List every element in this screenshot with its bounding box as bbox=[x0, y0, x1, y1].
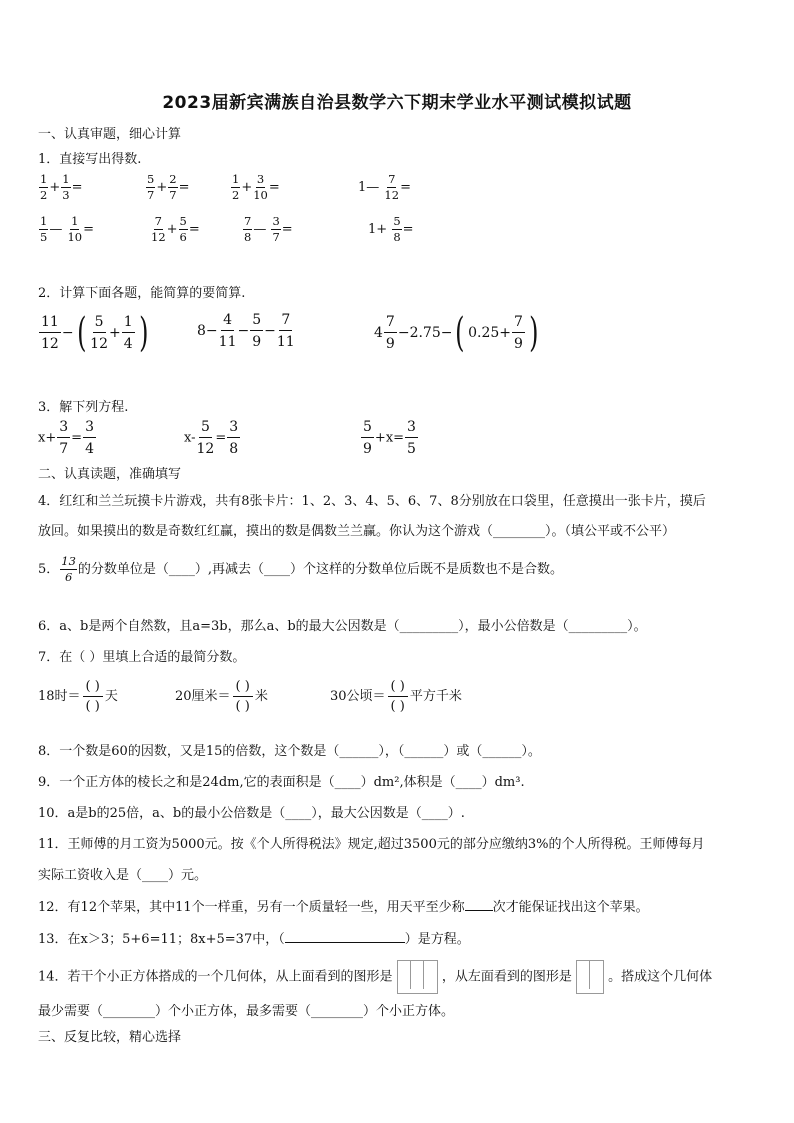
question-8: 8．一个数是60的因数，又是15的倍数，这个数是（______），（______）或（______）。 bbox=[38, 744, 541, 759]
q1-item-2: $\frac{5}{7}$ + $\frac{2}{7}$ = bbox=[147, 172, 190, 202]
q1-item-3: $\frac{1}{2}$ + $\frac{3}{10}$ = bbox=[232, 172, 280, 202]
q7-part-2: 20厘米＝ $\frac{( )}{( )}$ 米 bbox=[175, 679, 268, 714]
question-11-line-2: 实际工资收入是（____）元。 bbox=[38, 868, 208, 883]
question-9: 9．一个正方体的棱长之和是24dm,它的表面积是（____）dm²,体积是（____）dm³. bbox=[38, 775, 525, 790]
question-12: 12．有12个苹果，其中11个一样重，另有一个质量轻一些，用天平至少称 次才能保证找出这个苹果。 bbox=[38, 900, 649, 915]
q7-part-3: 30公顷＝ $\frac{( )}{( )}$ 平方千米 bbox=[330, 679, 462, 714]
q2-expression-1: $\frac{11}{12}$ − ( $\frac{5}{12}$ + $\frac{1}{4}$ ) bbox=[41, 310, 149, 356]
question-3-label: 3．解下列方程. bbox=[38, 400, 129, 415]
question-10: 10．a是b的25倍，a、b的最小公倍数是（____），最大公因数是（____）. bbox=[38, 806, 465, 821]
q1-item-1: $\frac{1}{2}$ + $\frac{1}{3}$ = bbox=[40, 172, 83, 202]
question-13: 13．在x＞3；5+6=11；8x+5=37中，（ ）是方程。 bbox=[38, 932, 470, 947]
question-14-line-1: 14．若干个小正方体搭成的一个几何体，从上面看到的图形是 ，从左面看到的图形是 。搭成这个几何体 bbox=[38, 960, 712, 994]
q2-expression-2: 8 − $\frac{4}{11}$ − $\frac{5}{9}$ − $\frac{7}{11}$ bbox=[197, 312, 295, 350]
question-14-line-2: 最少需要（________）个小正方体，最多需要（________）个小正方体。 bbox=[38, 1004, 455, 1019]
q3-equation-1: x+ $\frac{3}{7}$ = $\frac{3}{4}$ bbox=[38, 419, 94, 457]
section-heading-1: 一、认真审题，细心计算 bbox=[38, 127, 182, 142]
q3-equation-3: $\frac{5}{9}$ +x= $\frac{3}{5}$ bbox=[363, 419, 416, 457]
question-5: 5． $\frac{13}{6}$ 的分数单位是（____）,再减去（____）个这样的分数单位后既不是质数也不是合数。 bbox=[38, 554, 564, 584]
q1-item-5: $\frac{1}{5}$ — $\frac{1}{10}$ = bbox=[40, 214, 95, 244]
answer-blank bbox=[465, 898, 493, 911]
q1-item-4: 1— $\frac{7}{12}$ = bbox=[358, 172, 411, 202]
q1-item-8: 1+ $\frac{5}{8}$ = bbox=[368, 214, 414, 244]
q7-part-1: 18时＝ $\frac{( )}{( )}$ 天 bbox=[38, 679, 118, 714]
section-heading-2: 二、认真读题，准确填写 bbox=[38, 467, 182, 482]
question-6: 6．a、b是两个自然数，且a=3b，那么a、b的最大公因数是（_________），最小公倍数是（_________）。 bbox=[38, 619, 647, 634]
page-title: 2023届新宾满族自治县数学六下期末学业水平测试模拟试题 bbox=[162, 93, 632, 113]
question-11-line-1: 11．王师傅的月工资为5000元。按《个人所得税法》规定,超过3500元的部分应缴纳3%的个人所得税。王师傅每月 bbox=[38, 837, 705, 852]
top-view-figure bbox=[397, 960, 438, 994]
left-view-figure bbox=[576, 960, 604, 994]
question-2-label: 2．计算下面各题，能简算的要简算. bbox=[38, 286, 246, 301]
question-4-line-1: 4．红红和兰兰玩摸卡片游戏，共有8张卡片：1、2、3、4、5、6、7、8分别放在口袋里，任意摸出一张卡片，摸后 bbox=[38, 494, 706, 509]
q1-item-6: $\frac{7}{12}$ + $\frac{5}{6}$ = bbox=[151, 214, 200, 244]
section-heading-3: 三、反复比较，精心选择 bbox=[38, 1030, 182, 1045]
question-4-line-2: 放回。如果摸出的数是奇数红红赢，摸出的数是偶数兰兰赢。你认为这个游戏（________）。（填公平或不公平） bbox=[38, 524, 676, 539]
q3-equation-2: x- $\frac{5}{12}$ = $\frac{3}{8}$ bbox=[184, 419, 239, 457]
question-7-label: 7．在（ ）里填上合适的最简分数。 bbox=[38, 650, 246, 665]
answer-blank bbox=[285, 930, 405, 943]
question-1-label: 1．直接写出得数. bbox=[38, 152, 142, 167]
q2-expression-3: 4 $\frac{7}{9}$ −2.75− ( 0.25+ $\frac{7}{9}$ ) bbox=[374, 310, 539, 356]
q1-item-7: $\frac{7}{8}$ — $\frac{3}{7}$ = bbox=[244, 214, 293, 244]
